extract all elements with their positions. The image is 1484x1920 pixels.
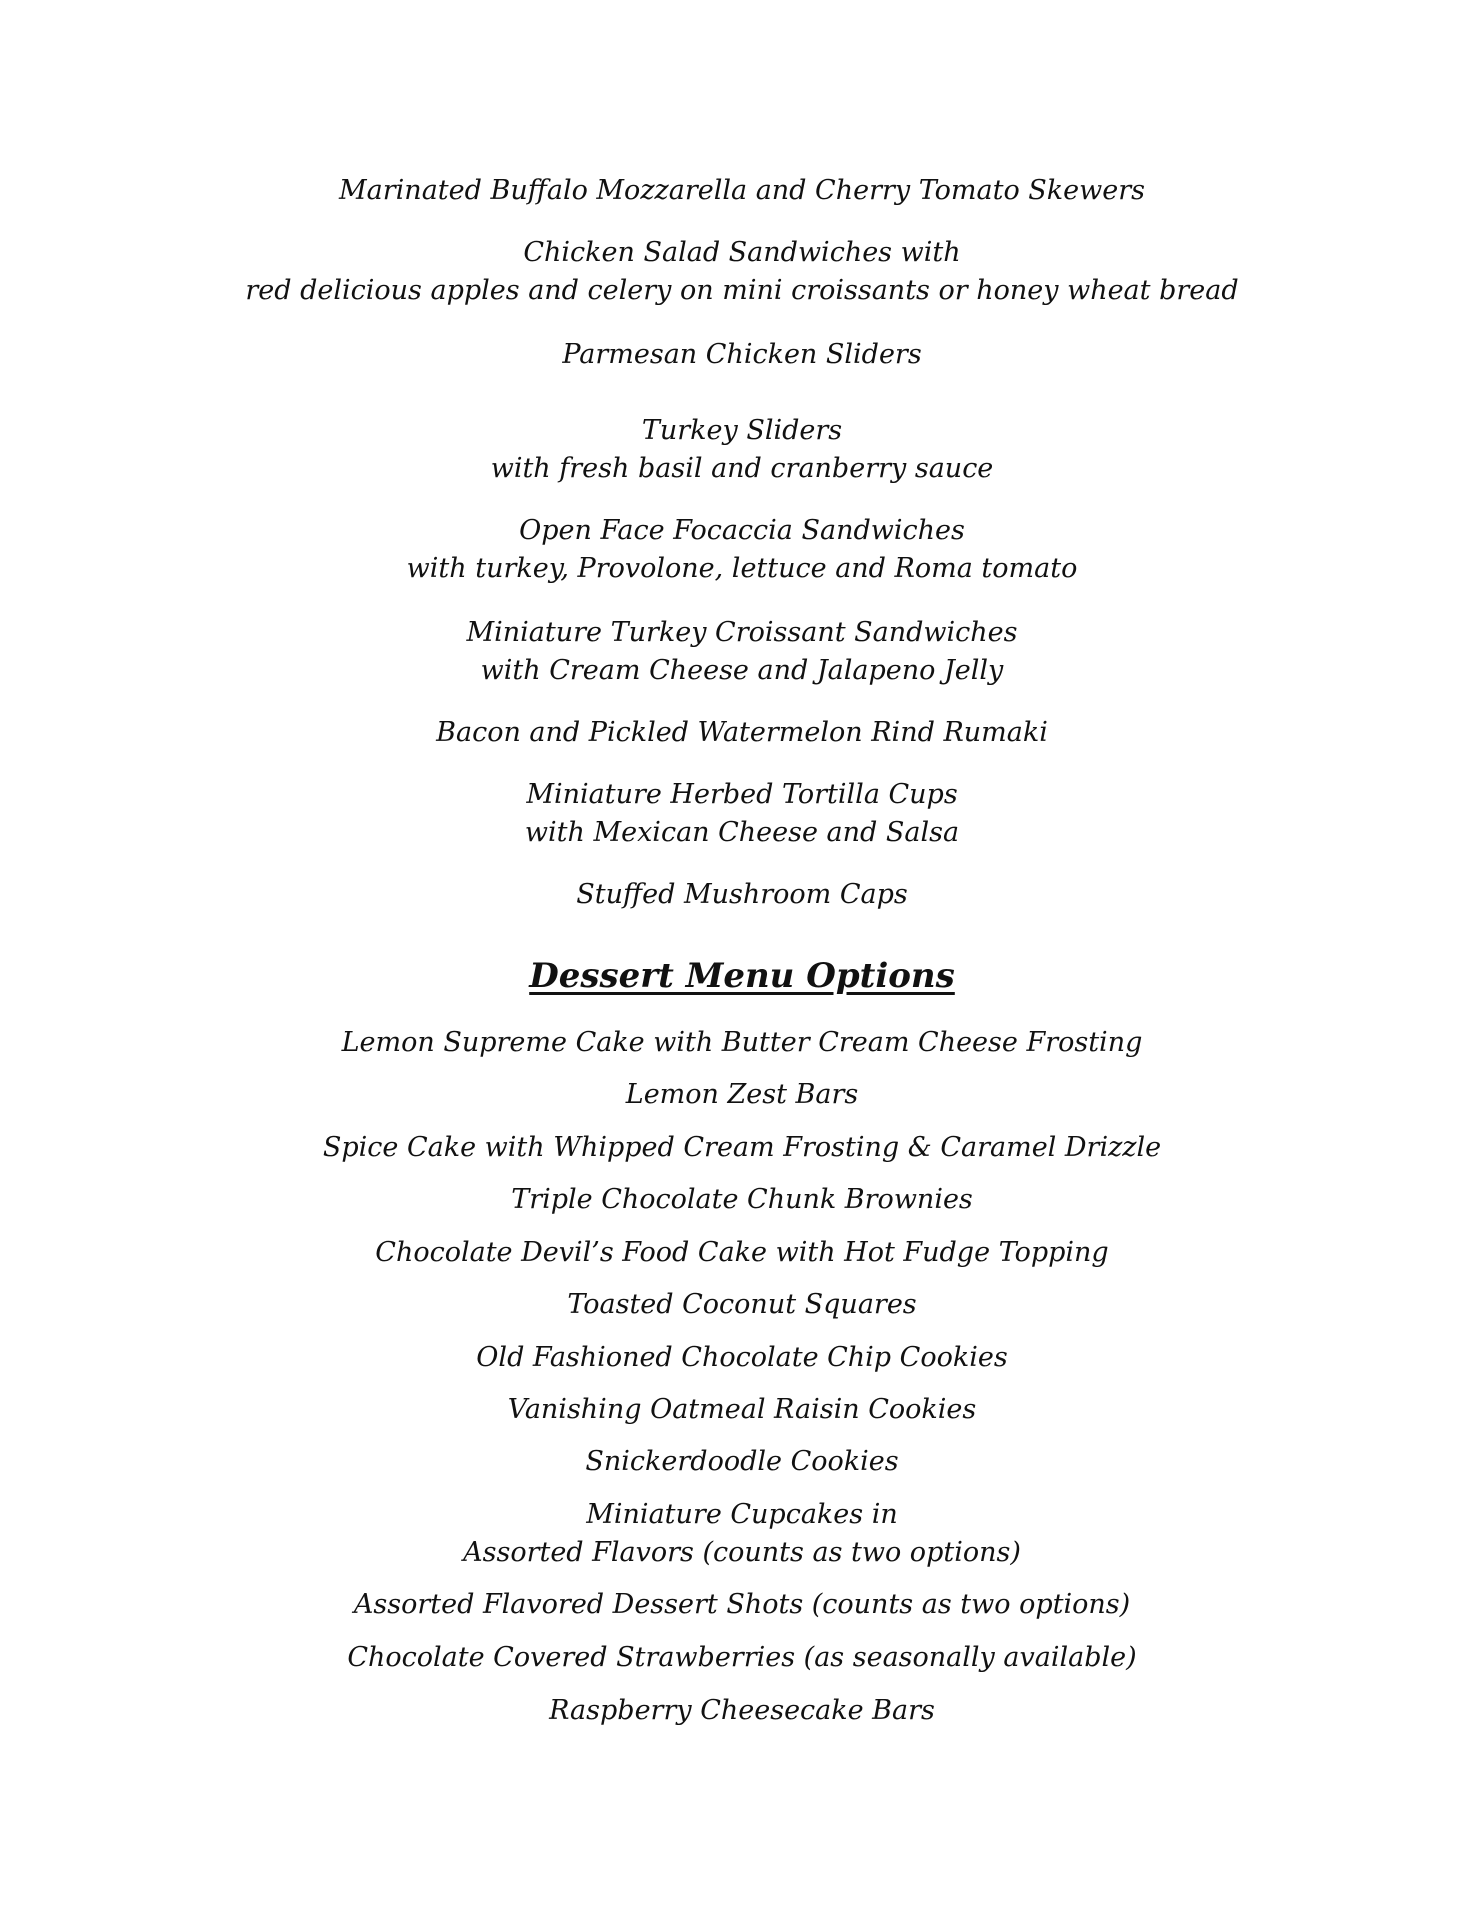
dessert-line: Triple Chocolate Chunk Brownies — [511, 1184, 973, 1215]
appetizer-line: Marinated Buffalo Mozzarella and Cherry Tomato Skewers — [339, 175, 1145, 206]
appetizer-line: Bacon and Pickled Watermelon Rind Rumaki — [436, 717, 1048, 748]
appetizer-line: Miniature Herbed Tortilla Cups — [526, 779, 958, 810]
appetizer-line: with turkey, Provolone, lettuce and Roma tomato — [406, 553, 1078, 584]
dessert-heading: Dessert Menu Options — [529, 956, 955, 996]
appetizer-line: Chicken Salad Sandwiches with — [523, 237, 961, 268]
appetizer-line: Miniature Turkey Croissant Sandwiches — [466, 617, 1018, 648]
appetizer-line: Open Face Focaccia Sandwiches — [519, 515, 965, 546]
appetizer-line: Stuffed Mushroom Caps — [576, 879, 908, 910]
appetizer-line: Parmesan Chicken Sliders — [562, 339, 922, 370]
appetizer-line: with fresh basil and cranberry sauce — [490, 453, 994, 484]
dessert-line: Toasted Coconut Squares — [567, 1289, 917, 1320]
dessert-line: Assorted Flavored Dessert Shots (counts as two options) — [353, 1589, 1131, 1620]
dessert-line: Snickerdoodle Cookies — [585, 1446, 899, 1477]
appetizer-line: with Cream Cheese and Jalapeno Jelly — [480, 655, 1004, 686]
dessert-line: Chocolate Devil’s Food Cake with Hot Fudge Topping — [375, 1237, 1109, 1268]
dessert-line: Lemon Supreme Cake with Butter Cream Cheese Frosting — [341, 1027, 1143, 1058]
dessert-line: Spice Cake with Whipped Cream Frosting & Caramel Drizzle — [322, 1132, 1162, 1163]
dessert-line: Raspberry Cheesecake Bars — [549, 1695, 935, 1726]
dessert-line: Assorted Flavors (counts as two options) — [463, 1537, 1021, 1568]
dessert-line: Old Fashioned Chocolate Chip Cookies — [476, 1342, 1008, 1373]
appetizer-line: Turkey Sliders — [641, 415, 843, 446]
dessert-line: Vanishing Oatmeal Raisin Cookies — [507, 1394, 977, 1425]
dessert-line: Lemon Zest Bars — [625, 1079, 859, 1110]
dessert-line: Chocolate Covered Strawberries (as seasonally available) — [347, 1642, 1137, 1673]
dessert-line: Miniature Cupcakes in — [586, 1499, 898, 1530]
appetizer-line: red delicious apples and celery on mini croissants or honey wheat bread — [245, 275, 1239, 306]
appetizer-line: with Mexican Cheese and Salsa — [524, 817, 960, 848]
